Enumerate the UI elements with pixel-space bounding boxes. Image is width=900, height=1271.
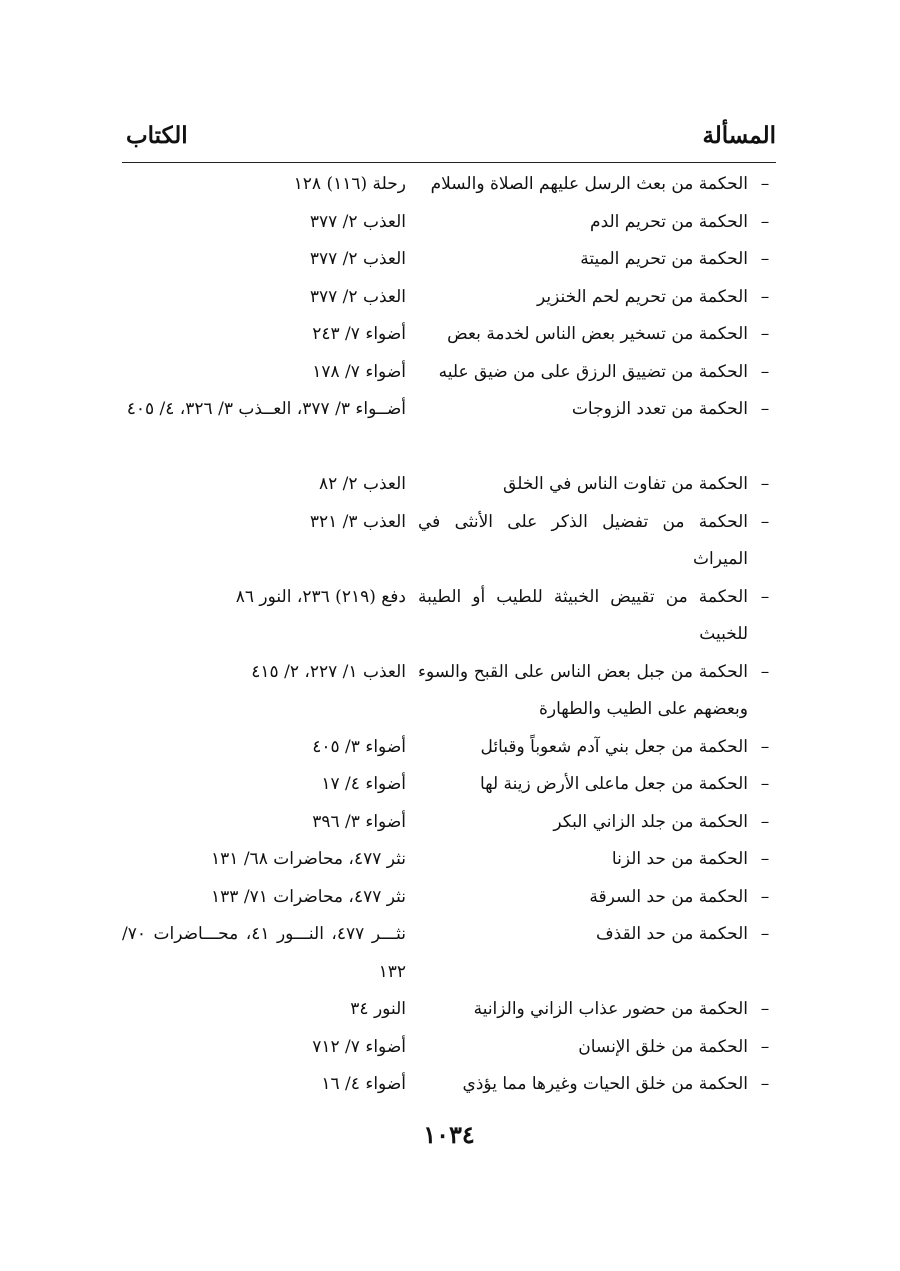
index-entry [122,241,776,279]
index-entry [122,279,776,317]
entry-reference: العذب ٢/ ٨٢ [319,474,406,494]
bullet-dash: – [760,586,770,607]
entry-reference: نثـــر ٤٧٧، النـــور ٤١، محـــاضرات ٧٠/ ١٣٢ [122,924,406,982]
bullet-dash: – [760,511,770,532]
index-entries [122,166,776,1104]
bullet-dash: – [760,811,770,832]
entry-topic: الحكمة من جبل بعض الناس على القبح والسوء وبعضهم على الطيب والطهارة [418,661,748,719]
entry-topic: الحكمة من تسخير بعض الناس لخدمة بعض [447,324,748,344]
index-entry [122,916,776,991]
header-rule [122,162,776,163]
entry-topic: الحكمة من جلد الزاني البكر [553,811,748,832]
index-entry [122,841,776,879]
entry-topic: الحكمة من حد القذف [596,924,748,944]
bullet-dash: – [760,886,770,907]
entry-topic: الحكمة من حضور عذاب الزاني والزانية [473,999,748,1019]
bullet-dash: – [760,774,770,794]
bullet-dash: – [760,474,770,494]
bullet-dash: – [760,211,770,232]
index-entry [122,391,776,466]
bullet-dash: – [760,324,770,344]
entry-reference: أضواء ٧/ ١٧٨ [312,361,406,382]
index-entry [122,316,776,354]
entry-reference: العذب ٢/ ٣٧٧ [309,211,406,232]
entry-reference: دفع (٢١٩) ٢٣٦، النور ٨٦ [235,586,406,607]
entry-reference: أضواء ٣/ ٣٩٦ [312,811,406,832]
bullet-dash: – [760,361,770,382]
entry-reference: العذب ١/ ٢٢٧، ٢/ ٤١٥ [251,661,406,682]
index-entry [122,654,776,729]
entry-topic: الحكمة من تقييض الخبيثة للطيب أو الطيبة للخبيث [418,586,748,644]
index-entry [122,166,776,204]
bullet-dash: – [760,924,770,944]
entry-topic: الحكمة من تضييق الرزق على من ضيق عليه [438,361,748,382]
index-page [122,0,776,1271]
entry-topic: الحكمة من جعل ماعلى الأرض زينة لها [479,774,748,794]
index-entry [122,354,776,392]
index-entry [122,579,776,654]
entry-topic: الحكمة من تحريم لحم الخنزير [537,286,748,307]
entry-topic: الحكمة من خلق الحيات وغيرها مما يؤذي [462,1074,748,1094]
entry-reference: أضواء ٣/ ٤٠٥ [312,736,406,757]
index-entry [122,466,776,504]
index-entry [122,1029,776,1067]
bullet-dash: – [760,1074,770,1094]
entry-reference: العذب ٢/ ٣٧٧ [309,286,406,307]
index-entry [122,1066,776,1104]
entry-reference: أضواء ٧/ ٢٤٣ [312,324,406,344]
entry-reference: أضــواء ٣/ ٣٧٧، العــذب ٣/ ٣٢٦، ٤/ ٤٠٥ [126,399,406,419]
entry-topic: الحكمة من تفضيل الذكر على الأنثى في الميراث [418,511,748,569]
index-entry [122,879,776,917]
index-entry [122,204,776,242]
bullet-dash: – [760,399,770,419]
entry-topic: الحكمة من حد السرقة [589,886,748,907]
entry-reference: أضواء ٧/ ٧١٢ [312,1036,406,1057]
entry-topic: الحكمة من بعث الرسل عليهم الصلاة والسلام [430,174,748,194]
topic-column-header: المسألة [702,122,776,149]
bullet-dash: – [760,249,770,269]
bullet-dash: – [760,661,770,682]
index-entry [122,504,776,579]
bullet-dash: – [760,174,770,194]
entry-reference: أضواء ٤/ ١٦ [321,1074,406,1094]
bullet-dash: – [760,736,770,757]
entry-topic: الحكمة من حد الزنا [611,849,748,869]
entry-topic: الحكمة من تحريم الميتة [580,249,748,269]
bullet-dash: – [760,999,770,1019]
entry-topic: الحكمة من تحريم الدم [590,211,748,232]
index-entry [122,991,776,1029]
index-entry [122,766,776,804]
entry-reference: نثر ٤٧٧، محاضرات ٧١/ ١٣٣ [211,886,406,907]
entry-topic: الحكمة من تعدد الزوجات [571,399,748,419]
entry-reference: نثر ٤٧٧، محاضرات ٦٨/ ١٣١ [211,849,406,869]
entry-topic: الحكمة من خلق الإنسان [578,1036,748,1057]
book-column-header: الكتاب [126,122,188,149]
entry-reference: رحلة (١١٦) ١٢٨ [293,174,406,194]
entry-reference: أضواء ٤/ ١٧ [321,774,406,794]
bullet-dash: – [760,286,770,307]
entry-reference: العذب ٣/ ٣٢١ [309,511,406,532]
bullet-dash: – [760,849,770,869]
entry-topic: الحكمة من تفاوت الناس في الخلق [503,474,748,494]
entry-reference: العذب ٢/ ٣٧٧ [309,249,406,269]
table-header [122,122,776,158]
entry-reference: النور ٣٤ [350,999,406,1019]
bullet-dash: – [760,1036,770,1057]
index-entry [122,729,776,767]
index-entry [122,804,776,842]
page-number: ١٠٣٤ [423,1120,475,1149]
entry-topic: الحكمة من جعل بني آدم شعوباً وقبائل [480,736,748,757]
